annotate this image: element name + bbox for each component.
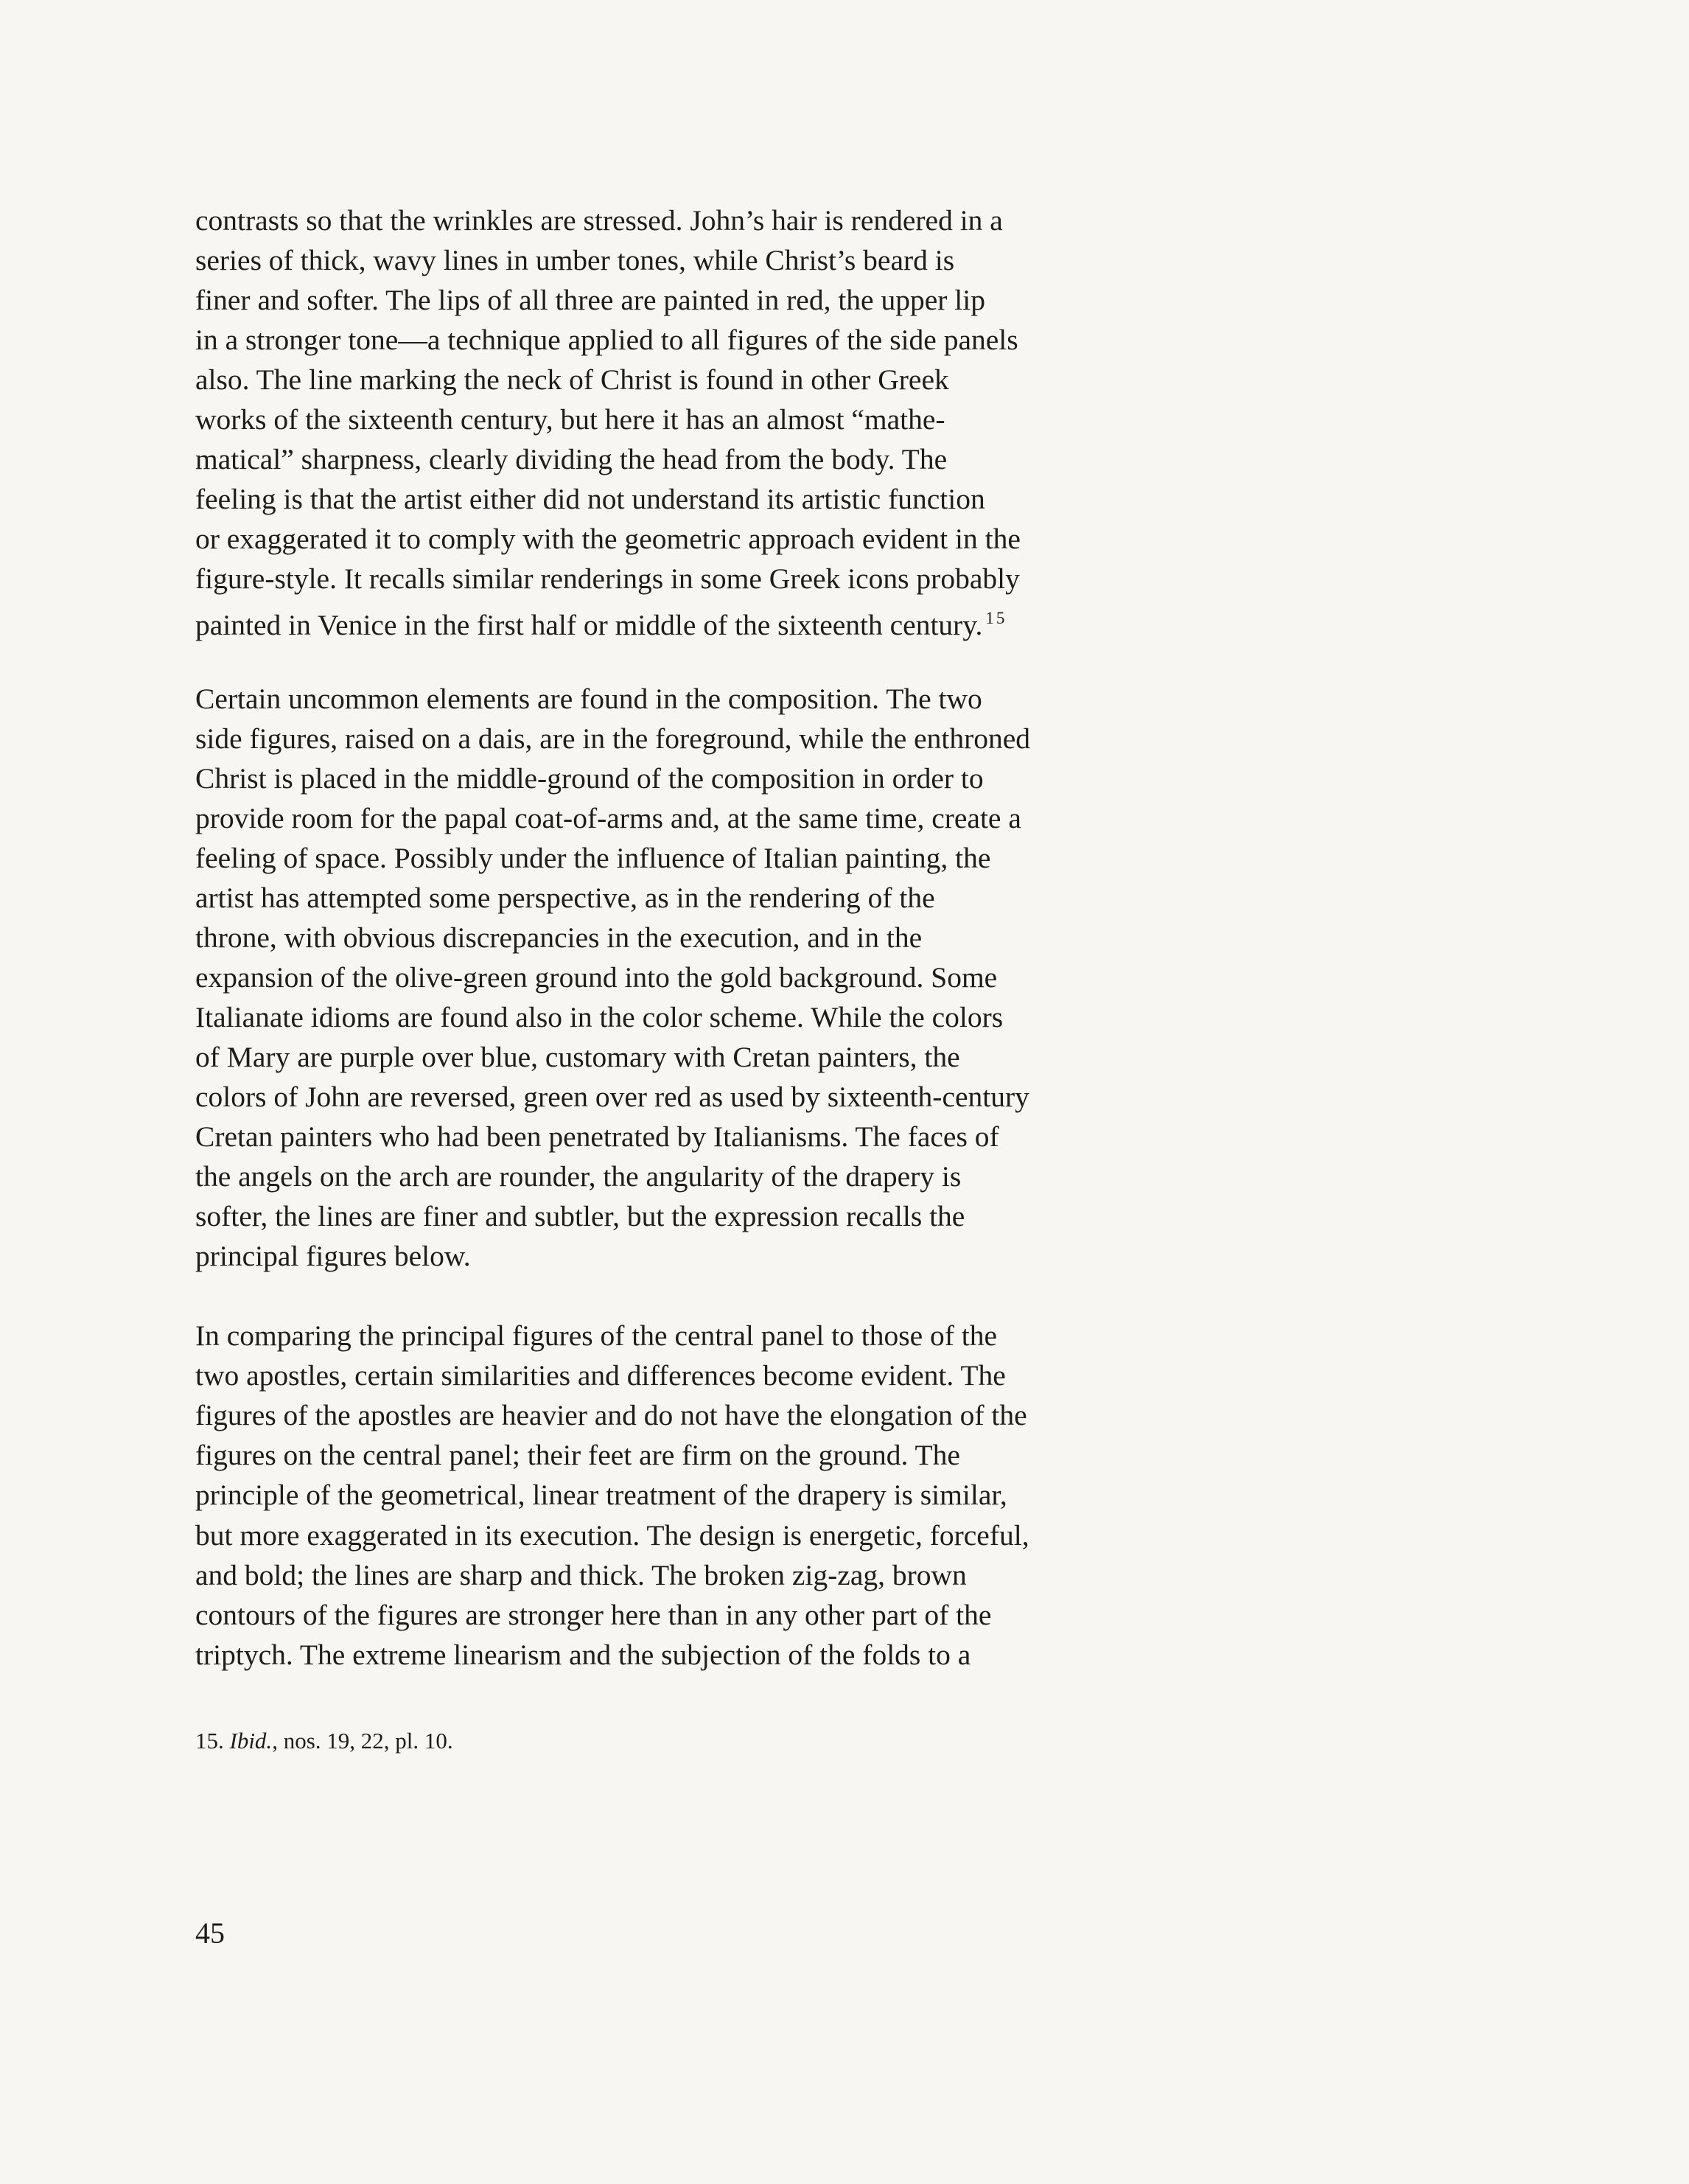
text-line: [195, 400, 945, 439]
text-line: [195, 1435, 960, 1475]
line-text: figures of the apostles are heavier and do not have the elongation of the: [195, 1399, 1027, 1431]
line-text: figures on the central panel; their feet are firm on the ground. The: [195, 1439, 960, 1471]
line-text: principal figures below.: [195, 1240, 471, 1272]
line-text: principle of the geometrical, linear treatment of the drapery is similar,: [195, 1479, 1007, 1511]
text-line: [195, 200, 1003, 240]
line-text: provide room for the papal coat-of-arms and, at the same time, create a: [195, 802, 1021, 834]
text-line: [195, 320, 1018, 360]
line-text: feeling of space. Possibly under the influence of Italian painting, the: [195, 842, 991, 874]
text-line: [195, 798, 1021, 838]
line-text: works of the sixteenth century, but here it has an almost “mathe-: [195, 403, 945, 436]
line-text: or exaggerated it to comply with the geometric approach evident in the: [195, 523, 1021, 555]
line-text: In comparing the principal figures of the central panel to those of the: [195, 1319, 998, 1352]
line-text: triptych. The extreme linearism and the subjection of the folds to a: [195, 1639, 971, 1671]
line-text: Certain uncommon elements are found in the composition. The two: [195, 683, 982, 715]
text-line: [195, 1515, 1029, 1555]
footnote-number: 15.: [195, 1728, 224, 1754]
line-text: expansion of the olive-green ground into the gold background. Some: [195, 961, 998, 994]
footnote-15: [195, 1725, 453, 1757]
text-line: [195, 439, 947, 479]
text-line: [195, 280, 985, 320]
text-line: [195, 519, 1021, 559]
line-text: softer, the lines are finer and subtler, but the expression recalls the: [195, 1200, 965, 1232]
text-line: [195, 1555, 967, 1595]
line-text: colors of John are reversed, green over red as used by sixteenth-century: [195, 1081, 1029, 1113]
text-line: [195, 1316, 997, 1356]
text-line: [195, 878, 935, 918]
line-text: Italianate idioms are found also in the color scheme. While the colors: [195, 1001, 1004, 1033]
text-line: [195, 559, 1020, 599]
line-text: but more exaggerated in its execution. The design is energetic, forceful,: [195, 1519, 1029, 1552]
text-line: [195, 957, 997, 997]
footnote-ibid: Ibid.: [229, 1728, 273, 1754]
text-line: [195, 1236, 471, 1276]
line-text: painted in Venice in the first half or middle of the sixteenth century.: [195, 609, 983, 641]
line-text: of Mary are purple over blue, customary with Cretan painters, the: [195, 1041, 960, 1073]
line-text: also. The line marking the neck of Christ is found in other Greek: [195, 363, 949, 396]
text-line: [195, 1356, 1006, 1395]
line-text: artist has attempted some perspective, as in the rendering of the: [195, 882, 935, 914]
text-line: [195, 719, 1030, 758]
text-line: [195, 1117, 999, 1156]
text-line: [195, 1395, 1027, 1435]
text-line: [195, 1475, 1007, 1515]
line-text: and bold; the lines are sharp and thick. The broken zig-zag, brown: [195, 1559, 967, 1591]
text-line: [195, 240, 954, 280]
footnote-reference[interactable]: 15: [985, 609, 1007, 627]
line-text: in a stronger tone—a technique applied to all figures of the side panels: [195, 324, 1018, 356]
line-text: side figures, raised on a dais, are in the foreground, while the enthroned: [195, 722, 1031, 755]
text-line: [195, 599, 1007, 645]
text-line: [195, 479, 985, 519]
text-line: [195, 838, 990, 878]
line-text: series of thick, wavy lines in umber tones, while Christ’s beard is: [195, 244, 955, 276]
text-line: [195, 360, 949, 400]
text-line: [195, 1037, 960, 1077]
text-line: [195, 679, 982, 719]
line-text: contours of the figures are stronger here than in any other part of the: [195, 1599, 992, 1631]
line-text: throne, with obvious discrepancies in the execution, and in the: [195, 921, 923, 954]
text-line: [195, 1595, 991, 1635]
line-text: two apostles, certain similarities and differences become evident. The: [195, 1359, 1006, 1392]
text-line: [195, 1196, 965, 1236]
line-text: Christ is placed in the middle-ground of the composition in order to: [195, 762, 984, 795]
text-line: [195, 997, 1003, 1037]
line-text: the angels on the arch are rounder, the angularity of the drapery is: [195, 1160, 962, 1193]
text-line: [195, 1635, 971, 1675]
text-line: [195, 758, 984, 798]
footnote-citation: , nos. 19, 22, pl. 10.: [272, 1728, 453, 1754]
text-line: [195, 1077, 1029, 1117]
line-text: finer and softer. The lips of all three are painted in red, the upper lip: [195, 284, 985, 316]
line-text: matical” sharpness, clearly dividing the head from the body. The: [195, 443, 948, 475]
page-number: 45: [195, 1916, 225, 1950]
line-text: contrasts so that the wrinkles are stressed. John’s hair is rendered in a: [195, 204, 1003, 237]
text-line: [195, 918, 922, 957]
text-line: [195, 1156, 961, 1196]
line-text: figure-style. It recalls similar renderings in some Greek icons probably: [195, 562, 1020, 595]
line-text: Cretan painters who had been penetrated by Italianisms. The faces of: [195, 1120, 999, 1153]
line-text: feeling is that the artist either did not understand its artistic function: [195, 483, 985, 515]
